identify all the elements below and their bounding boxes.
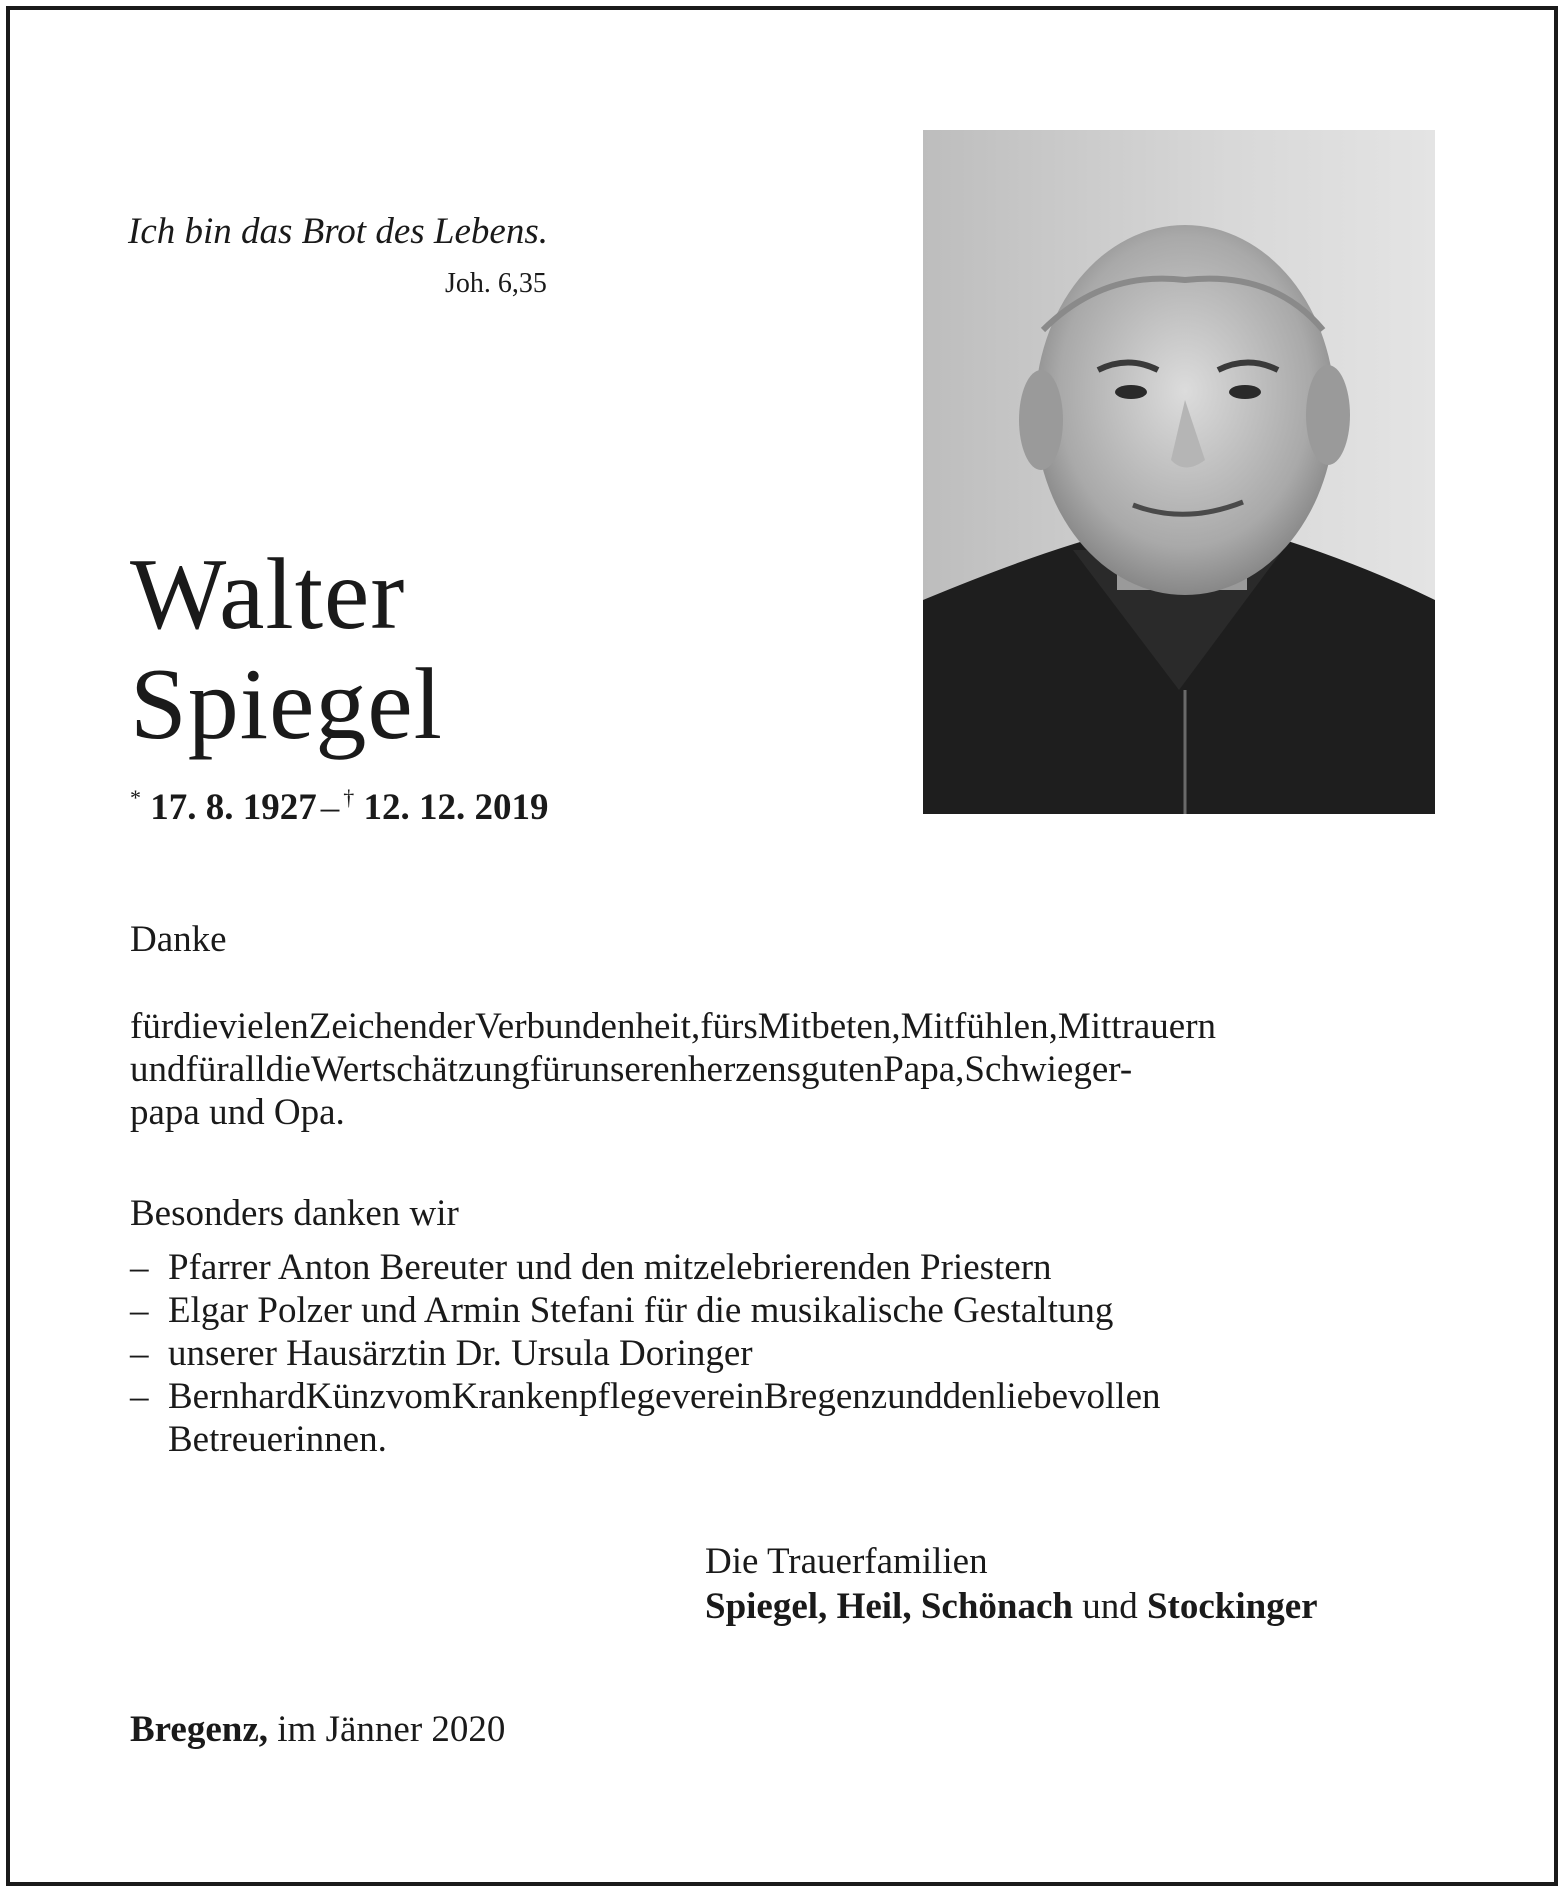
place-date	[130, 1708, 505, 1751]
word: den	[942, 1376, 997, 1417]
family-connector: und	[1082, 1586, 1138, 1627]
word: fürs	[700, 1006, 758, 1047]
bible-quote: Ich bin das Brot des Lebens.	[128, 211, 548, 252]
word: Künz	[305, 1376, 386, 1417]
word: Bernhard	[168, 1376, 306, 1417]
paragraph-line	[130, 1005, 1435, 1048]
list-item	[130, 1246, 1435, 1289]
portrait-illustration	[923, 130, 1435, 814]
word: Schwieger-	[964, 1049, 1133, 1090]
families-label: Die Trauerfamilien	[705, 1541, 988, 1582]
word: für	[130, 1006, 174, 1047]
word: und	[130, 1049, 186, 1090]
dash-bullet: –	[130, 1290, 149, 1331]
word: Wertschätzung	[310, 1049, 530, 1090]
word: die	[173, 1006, 219, 1047]
thanks-paragraph	[130, 1005, 1435, 1134]
list-item-text	[168, 1375, 1435, 1418]
paragraph-line: papa und Opa.	[130, 1092, 345, 1133]
dash-bullet: –	[130, 1376, 149, 1417]
word: Mitbeten,	[757, 1006, 901, 1047]
list-item	[130, 1289, 1435, 1332]
word: all	[228, 1049, 266, 1090]
families-names	[705, 1585, 1318, 1628]
birth-star-icon: *	[130, 785, 141, 810]
special-thanks-heading: Besonders danken wir	[130, 1193, 459, 1234]
portrait-photo	[923, 130, 1435, 814]
list-item	[130, 1332, 1435, 1375]
word: für	[529, 1049, 573, 1090]
birth-date: 17. 8. 1927	[150, 787, 317, 828]
place-name: Bregenz,	[130, 1709, 269, 1750]
dash-bullet: –	[130, 1247, 149, 1288]
word: und	[887, 1376, 943, 1417]
word: Verbundenheit,	[475, 1006, 701, 1047]
death-cross-icon: †	[343, 785, 355, 810]
word: Bregenz	[763, 1376, 888, 1417]
word: herzensguten	[688, 1049, 884, 1090]
family-name: Schönach	[920, 1586, 1073, 1627]
deceased-name	[130, 540, 443, 760]
date-separator: –	[320, 787, 340, 828]
bible-verse-reference: Joh. 6,35	[445, 268, 547, 299]
word: die	[265, 1049, 311, 1090]
dash-bullet: –	[130, 1333, 149, 1374]
family-name: Heil,	[836, 1586, 912, 1627]
list-item-text: Elgar Polzer und Armin Stefani für die musikalische Gestaltung	[168, 1290, 1114, 1331]
word: der	[427, 1006, 476, 1047]
family-name: Stockinger	[1146, 1586, 1318, 1627]
paragraph-line	[130, 1048, 1435, 1091]
life-dates	[130, 785, 549, 829]
first-name: Walter	[130, 538, 406, 651]
word: Zeichen	[308, 1006, 428, 1047]
word: Mittrauern	[1057, 1006, 1217, 1047]
word: Papa,	[883, 1049, 965, 1090]
list-item-text: Betreuerinnen.	[168, 1419, 387, 1460]
list-item	[130, 1375, 1435, 1461]
list-item-text: Pfarrer Anton Bereuter und den mitzelebrierenden Priestern	[168, 1247, 1052, 1288]
word: vielen	[218, 1006, 309, 1047]
word: unseren	[572, 1049, 689, 1090]
word: liebevollen	[996, 1376, 1161, 1417]
special-thanks-list	[130, 1246, 1435, 1461]
last-name: Spiegel	[130, 648, 443, 761]
death-date: 12. 12. 2019	[363, 787, 549, 828]
word: Krankenpflegeverein	[451, 1376, 764, 1417]
word: vom	[385, 1376, 452, 1417]
list-item-text: unserer Hausärztin Dr. Ursula Doringer	[168, 1333, 753, 1374]
word: für	[185, 1049, 229, 1090]
thanks-heading: Danke	[130, 919, 227, 960]
word: Mitfühlen,	[900, 1006, 1058, 1047]
publication-date: im Jänner 2020	[277, 1709, 506, 1750]
family-name: Spiegel,	[705, 1586, 828, 1627]
